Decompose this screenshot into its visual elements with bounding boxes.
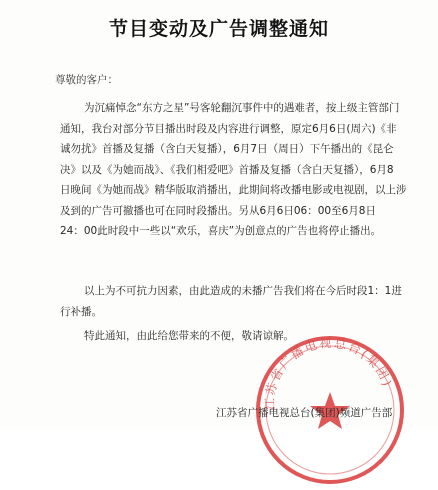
paragraph-1-line: 日晚间《为她而战》精华版取消播出，此期间将改播电影或电视剧，以上涉 [60,184,407,196]
paragraph-3-line: 特此通知，由此给您带来的不便，敬请谅解。 [84,330,294,342]
paragraph-1-line: 决》以及《为她而战》、《我们相爱吧》首播及复播（含白天复播），6月8 [60,163,394,176]
paragraph-1-line: 通知，我台对部分节目播出时段及内容进行调整，原定6月6日(周六)《非 [60,122,397,135]
paragraph-2 [60,281,402,322]
svg-text:江苏省广播电视总台(集团): 江苏省广播电视总台(集团) [262,335,395,411]
paragraph-2-line: 行补播。 [60,305,102,318]
signature: 江苏省广播电视总台(集团)频道广告部 [216,407,393,419]
paragraph-1-line: 24：00此时段中一些以“欢乐，喜庆”为创意点的广告也将停止播出。 [60,225,382,237]
paragraph-1 [60,98,407,242]
greeting: 尊敬的客户： [55,74,118,86]
document-title: 节目变动及广告调整通知 [108,18,329,40]
paragraph-1-line: 诚勿扰》首播及复播（含白天复播），6月7日（周日）下午播出的《昆仑 [60,143,394,155]
paragraph-2-line: 以上为不可抗力因素，由此造成的未播广告我们将在今后时段1：1进 [84,285,402,297]
paragraph-1-line: 及到的广告可撤播也可在同时段播出。另从6月6日06：00至6月8日 [60,204,376,217]
paragraph-1-line: 为沉痛悼念“东方之星”号客轮翻沉事件中的遇难者，按上级主管部门 [84,102,400,114]
